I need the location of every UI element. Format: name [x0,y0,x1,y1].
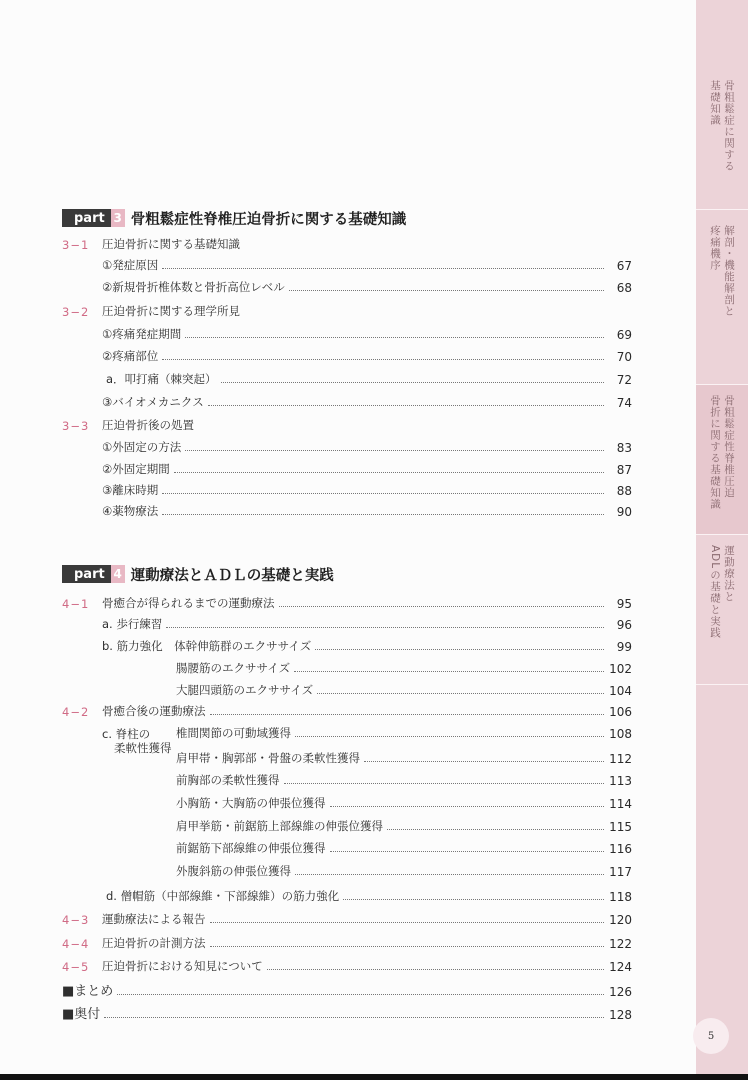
toc-row[interactable] [176,818,632,834]
dot-leader [185,337,604,338]
toc-row[interactable] [102,303,240,319]
section-number: 4−2 [62,705,90,719]
toc-label: a．叩打痛（棘突起） [106,372,217,386]
toc-row[interactable] [176,660,632,676]
dot-leader [174,472,604,473]
dot-leader [104,1017,604,1018]
toc-row[interactable] [176,725,632,741]
toc-row[interactable] [62,1006,632,1022]
toc-row[interactable] [102,911,632,927]
toc-page-number: 120 [609,913,632,927]
toc-row[interactable] [62,983,632,999]
toc-row[interactable] [102,503,632,519]
toc-label: 大腿四頭筋のエクササイズ [176,683,314,697]
toc-label: 前鋸筋下部線維の伸張位獲得 [176,841,326,855]
toc-page-number: 115 [609,820,632,834]
index-tab-line: 疼痛機序 [709,225,721,271]
dot-leader [343,899,604,900]
dot-leader [267,969,604,970]
toc-label: 圧迫骨折の計測方法 [102,936,206,950]
section-number: 3−3 [62,419,90,433]
toc-row[interactable] [102,638,632,654]
index-tab-fracture[interactable] [696,385,748,535]
toc-row[interactable] [102,257,632,273]
toc-row[interactable] [102,417,194,433]
toc-row[interactable] [106,888,632,904]
toc-page-number: 117 [609,865,632,879]
toc-row[interactable] [176,795,632,811]
side-index [696,0,748,1074]
part4-header [62,564,334,584]
index-tab-basic-knowledge[interactable] [696,70,748,210]
toc-page-number: 83 [616,441,632,455]
dot-leader [295,736,604,737]
dot-leader [185,450,604,451]
toc-label: ②新規骨折椎体数と骨折高位レベル [102,280,285,294]
dot-leader [162,359,604,360]
part-title: 運動療法とＡＤＬの基礎と実践 [130,567,334,584]
toc-page-number: 67 [616,259,632,273]
toc-page-number: 88 [616,484,632,498]
toc-row[interactable] [102,935,632,951]
toc-label: 運動療法による報告 [102,912,206,926]
subgroup-label: c. 脊柱の [102,727,151,741]
dot-leader [117,994,604,995]
dot-leader [387,829,604,830]
toc-row[interactable] [102,482,632,498]
toc-label: 前胸部の柔軟性獲得 [176,773,280,787]
dot-leader [210,946,605,947]
toc-page-number: 122 [609,937,632,951]
index-tab-line: 基礎知識 [709,80,721,126]
toc-label: 圧迫骨折に関する基礎知識 [102,237,240,251]
toc-label: b. 筋力強化 体幹伸筋群のエクササイズ [102,639,312,653]
dot-leader [317,693,604,694]
toc-label: ③バイオメカニクス [102,395,204,409]
index-tab-line: 運動療法と [723,545,735,603]
toc-label: 椎間関節の可動域獲得 [176,726,291,740]
toc-page-number: 95 [616,597,632,611]
index-tab-line: 骨粗鬆症に関する [723,80,735,172]
toc-row[interactable] [176,840,632,856]
toc-page-number: 113 [609,774,632,788]
dot-leader [162,493,604,494]
toc-label: 肩甲帯・胸郭部・骨盤の柔軟性獲得 [176,751,360,765]
toc-row[interactable] [102,439,632,455]
toc-label: 外腹斜筋の伸張位獲得 [176,864,291,878]
toc-row[interactable] [102,461,632,477]
section-number: 4−5 [62,960,90,974]
toc-label: 骨癒合が得られるまでの運動療法 [102,596,275,610]
toc-page-number: 87 [616,463,632,477]
toc-label: 骨癒合後の運動療法 [102,704,206,718]
toc-label: ②外固定期間 [102,462,170,476]
toc-label: 腸腰筋のエクササイズ [176,661,291,675]
toc-row[interactable] [176,772,632,788]
toc-row[interactable] [102,279,632,295]
dot-leader [166,627,604,628]
index-tab-line: 骨折に関する基礎知識 [709,395,721,510]
toc-page-number: 112 [609,752,632,766]
part-title: 骨粗鬆症性脊椎圧迫骨折に関する基礎知識 [130,211,407,228]
toc-label: 圧迫骨折に関する理学所見 [102,304,240,318]
toc-label: 小胸筋・大胸筋の伸張位獲得 [176,796,326,810]
toc-label: 肩甲挙筋・前鋸筋上部線維の伸張位獲得 [176,819,383,833]
dot-leader [210,922,605,923]
toc-page-number: 106 [609,705,632,719]
dot-leader [284,783,605,784]
toc-row[interactable] [102,595,632,611]
toc-page-number: 108 [609,727,632,741]
toc-row[interactable] [102,236,240,252]
dot-leader [364,761,604,762]
dot-leader [210,714,605,715]
dot-leader [162,268,604,269]
part-number: 3 [111,209,125,227]
toc-row[interactable] [102,958,632,974]
toc-page-number: 118 [609,890,632,904]
part3-header [62,208,406,228]
toc-page-number: 128 [609,1008,632,1022]
toc-label: 圧迫骨折後の処置 [102,418,194,432]
toc-label: d. 僧帽筋（中部線維・下部線維）の筋力強化 [106,889,340,903]
part-word: part [74,210,105,226]
dot-leader [294,671,604,672]
index-tab-line: ADLの基礎と実践 [709,545,721,639]
dot-leader [295,874,604,875]
dot-leader [330,806,605,807]
toc-page-number: 90 [616,505,632,519]
section-number: 4−4 [62,937,90,951]
toc-row[interactable] [102,394,632,410]
toc-page-number: 99 [616,640,632,654]
toc-label: ④薬物療法 [102,504,159,518]
toc-page-number: 70 [616,350,632,364]
toc-row[interactable] [102,616,632,632]
toc-label: ③離床時期 [102,483,159,497]
dot-leader [279,606,605,607]
toc-page-number: 96 [616,618,632,632]
toc-label: a. 歩行練習 [102,617,163,631]
toc-row[interactable] [102,703,632,719]
toc-page-number: 74 [616,396,632,410]
toc-page-number: 69 [616,328,632,342]
dot-leader [315,649,604,650]
subgroup-label: 柔軟性獲得 [114,741,172,755]
toc-label: ■奥付 [62,1007,101,1022]
toc-row[interactable] [176,750,632,766]
toc-row[interactable] [176,863,632,879]
index-tab-line: 骨粗鬆症性脊椎圧迫 [723,395,735,499]
toc-page-number: 126 [609,985,632,999]
toc-page-number: 114 [609,797,632,811]
toc-page-number: 68 [616,281,632,295]
toc-label: ■まとめ [62,984,114,999]
index-tab-exercise[interactable] [696,535,748,685]
dot-leader [208,405,604,406]
toc-label: ①発症原因 [102,258,159,272]
toc-page-number: 116 [609,842,632,856]
part-badge [62,209,125,227]
toc-row[interactable] [102,326,632,342]
part-word: part [74,566,105,582]
toc-page-number: 72 [616,373,632,387]
dot-leader [162,514,604,515]
dot-leader [221,382,604,383]
section-number: 4−1 [62,597,90,611]
toc-page-number: 104 [609,684,632,698]
dot-leader [289,290,604,291]
toc-page-number: 124 [609,960,632,974]
section-number: 3−1 [62,238,90,252]
toc-row[interactable] [102,348,632,364]
bottom-edge [0,1074,748,1080]
part-number: 4 [111,565,125,583]
section-number: 4−3 [62,913,90,927]
index-tab-line: 解剖・機能解剖と [723,225,735,317]
page-number: 5 [693,1018,729,1054]
part-badge [62,565,125,583]
toc-row[interactable] [176,682,632,698]
toc-label: ①疼痛発症期間 [102,327,182,341]
toc-label: ①外固定の方法 [102,440,182,454]
toc-label: ②疼痛部位 [102,349,159,363]
dot-leader [330,851,605,852]
toc-row[interactable] [106,371,632,387]
toc-label: 圧迫骨折における知見について [102,959,263,973]
toc-page-number: 102 [609,662,632,676]
index-tab-anatomy[interactable] [696,215,748,385]
section-number: 3−2 [62,305,90,319]
